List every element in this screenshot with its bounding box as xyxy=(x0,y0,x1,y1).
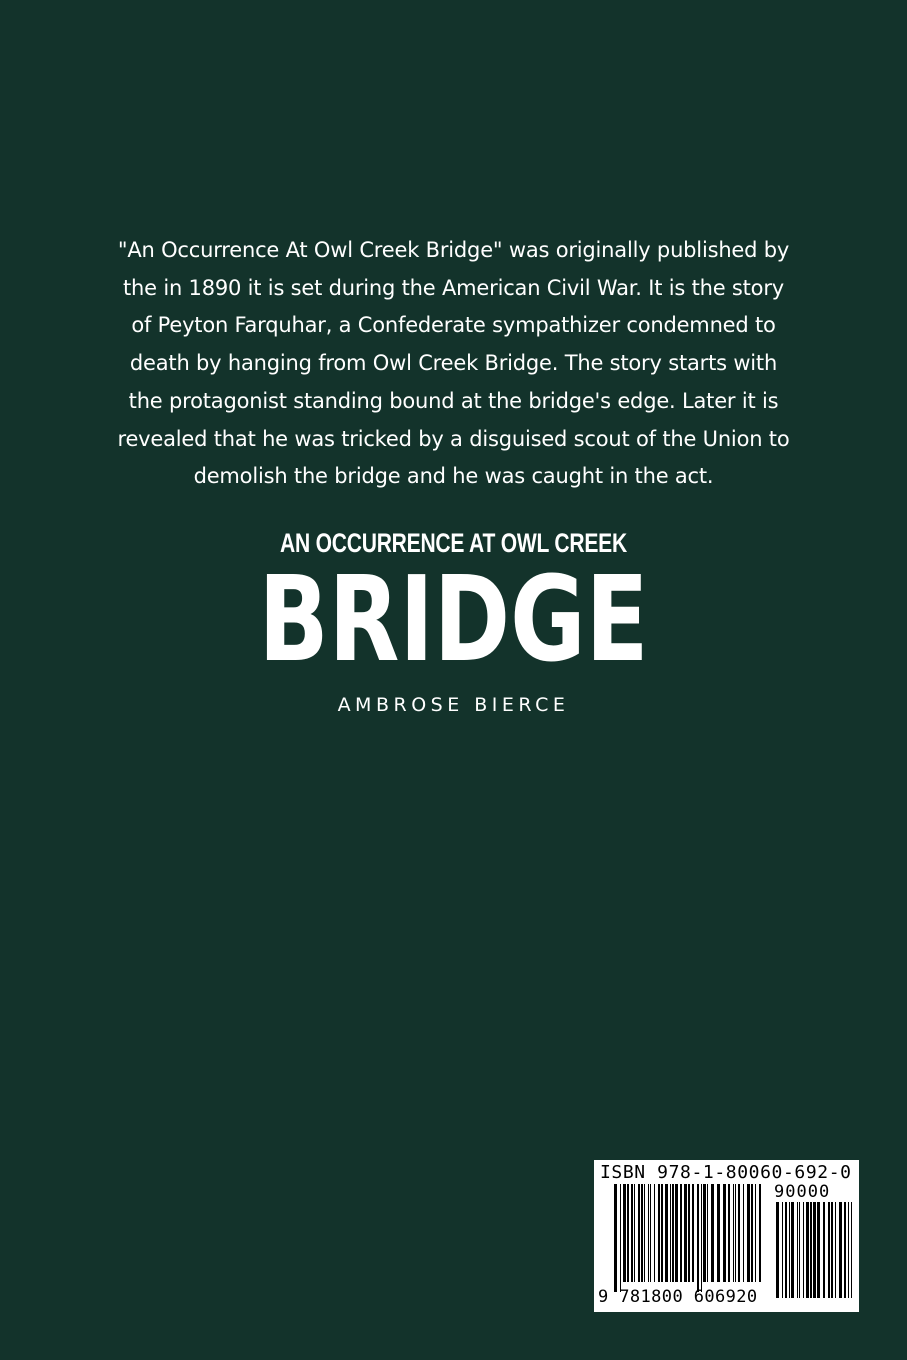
book-author: AMBROSE BIERCE xyxy=(337,694,570,716)
barcode-bar xyxy=(789,1202,790,1298)
barcode-bar xyxy=(684,1184,687,1282)
isbn-barcode xyxy=(594,1160,859,1312)
barcode-bar xyxy=(828,1202,830,1298)
barcode-bar xyxy=(848,1202,849,1298)
barcode-bar xyxy=(614,1184,617,1292)
price-code: 90000 xyxy=(774,1182,831,1202)
isbn-label: ISBN 978-1-80060-692-0 xyxy=(600,1162,852,1183)
back-cover-blurb: "An Occurrence At Owl Creek Bridge" was originally published by the in 1890 it is set during the American Civil War. It is the story of Peyton Farquhar, a Confederate sympathizer condemned to death by hanging from Owl Creek Bridge. The story starts with the protagonist standing bound at the bridge's edge. Later it is revealed that he was tricked by a disguised scout of the Union to demolish the bridge and he was caught in the act. xyxy=(117,238,790,489)
barcode-bar xyxy=(791,1202,794,1298)
barcode-bar xyxy=(707,1184,708,1282)
barcode-bar xyxy=(672,1184,674,1282)
ean-digits: 9 781800 606920 xyxy=(598,1287,758,1307)
barcode-bar xyxy=(743,1184,744,1282)
barcode-bar xyxy=(627,1184,629,1282)
barcode-bar xyxy=(723,1184,726,1282)
barcode-bar xyxy=(675,1184,678,1282)
barcode-bar xyxy=(728,1184,730,1282)
book-title-main: BRIDGE xyxy=(258,550,649,688)
barcode-bar xyxy=(638,1184,640,1282)
barcode-bar xyxy=(634,1184,635,1282)
barcode-bar xyxy=(810,1202,812,1298)
barcode-bar xyxy=(661,1184,663,1282)
barcode-bar xyxy=(817,1202,820,1298)
barcode-bar xyxy=(738,1184,740,1282)
barcode-bar xyxy=(631,1184,633,1282)
book-title-top-line: AN OCCURRENCE AT OWL CREEK xyxy=(280,528,627,558)
barcode-bar xyxy=(747,1184,750,1282)
barcode-bar xyxy=(751,1184,753,1282)
barcode-bar xyxy=(692,1184,694,1282)
barcode-bar xyxy=(717,1184,720,1282)
barcode-bar xyxy=(735,1184,736,1282)
barcode-bar xyxy=(851,1202,852,1298)
barcode-bar xyxy=(680,1184,682,1282)
barcode-bar xyxy=(701,1184,702,1292)
barcode-bar xyxy=(806,1202,809,1298)
barcode-bar xyxy=(703,1184,706,1282)
barcode-bar xyxy=(688,1184,690,1282)
barcode-bar xyxy=(658,1184,660,1282)
barcode-bar xyxy=(799,1202,800,1298)
barcode-bar xyxy=(623,1184,626,1282)
barcode-bar xyxy=(844,1202,846,1298)
barcode-bar xyxy=(650,1184,651,1282)
barcode-bar xyxy=(620,1184,621,1292)
barcode-bar xyxy=(831,1202,833,1298)
barcode-bar xyxy=(711,1184,714,1282)
barcode-bar xyxy=(823,1202,825,1298)
barcode-bar xyxy=(776,1202,779,1298)
barcode-bar xyxy=(733,1184,734,1282)
barcode-bar xyxy=(670,1184,671,1282)
barcode-bar xyxy=(654,1184,655,1282)
barcode-bar xyxy=(839,1202,842,1298)
barcode-bar xyxy=(755,1184,756,1282)
barcode-bar xyxy=(785,1202,787,1298)
barcode-bar xyxy=(697,1184,699,1292)
barcode-bar xyxy=(782,1202,783,1298)
barcode-bar xyxy=(797,1202,798,1298)
barcode-bar xyxy=(644,1184,645,1282)
barcode-bar xyxy=(648,1184,649,1282)
barcode-bar xyxy=(641,1184,643,1282)
barcode-bar xyxy=(813,1202,816,1298)
barcode-bar xyxy=(835,1202,836,1298)
barcode-bar xyxy=(665,1184,668,1282)
barcode-bar xyxy=(803,1202,804,1298)
barcode-bar xyxy=(759,1184,761,1282)
